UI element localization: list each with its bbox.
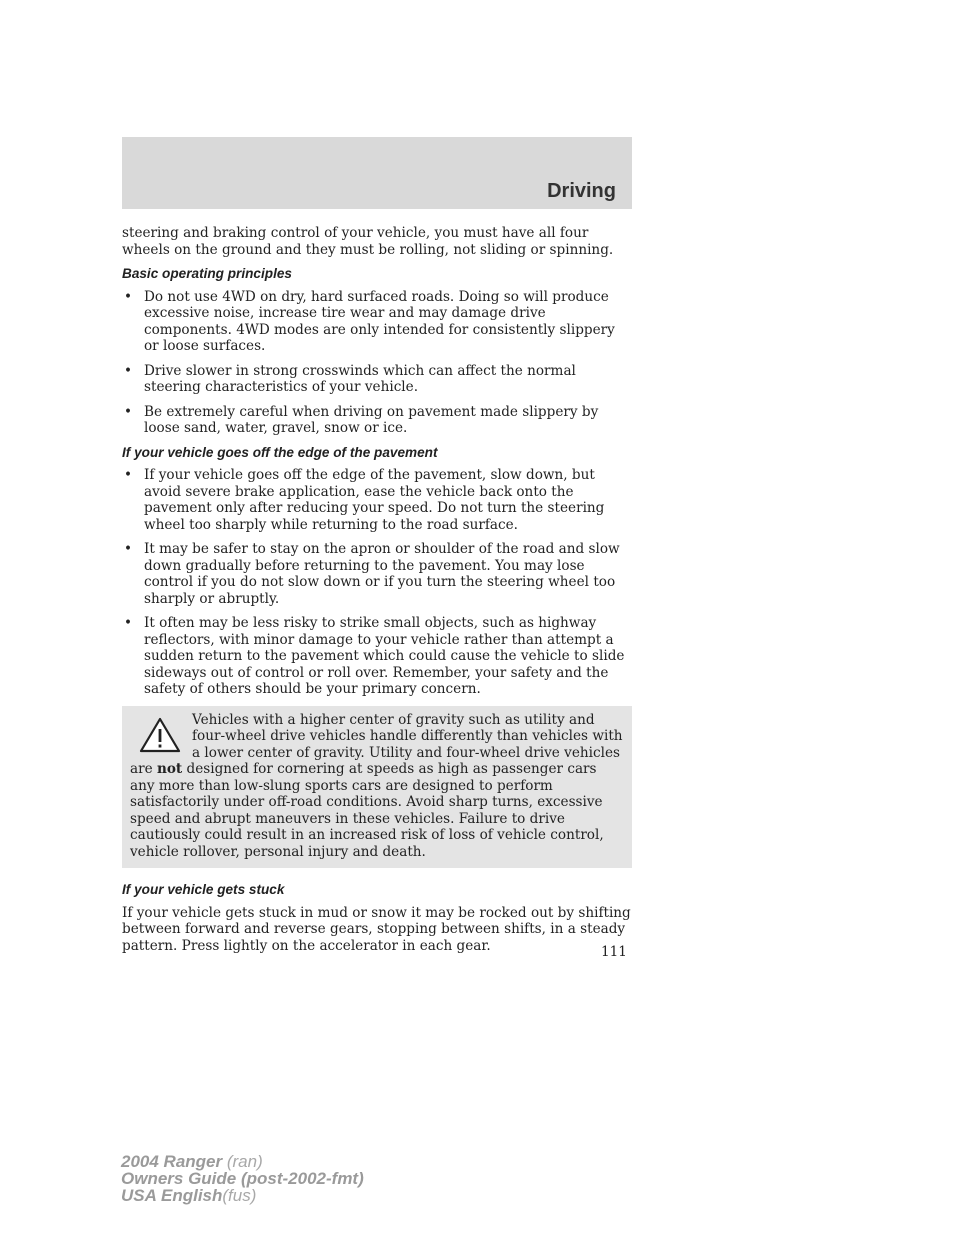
bullet-list-off-pavement <box>122 467 632 698</box>
warning-box <box>122 706 632 869</box>
bullet-list-basic-principles <box>122 289 632 437</box>
warning-emphasis: not <box>156 761 183 777</box>
header-band <box>122 137 632 209</box>
list-item: • Be extremely careful when driving on pavement made slippery by loose sand, water, gravel, snow or ice. <box>124 403 599 436</box>
page-number: 111 <box>601 944 627 960</box>
section-heading-off-pavement: If your vehicle goes off the edge of the pavement <box>122 444 438 460</box>
warning-text: Vehicles with a higher center of gravity such as utility and four-wheel drive vehicles handle differently than vehicles with a lower center of gravity. Utility and four-wheel drive vehicles are not designed for cornering at speeds as high as passenger cars any more than low-slung sports cars are designed to perform satisfactorily under off-road conditions. Avoid sharp turns, excessive speed and abrupt maneuvers in these vehicles. Failure to drive cautiously could result in an increased risk of loss of vehicle control, vehicle rollover, personal injury and death. <box>130 711 623 860</box>
intro-paragraph: steering and braking control of your vehicle, you must have all four wheels on the ground and they must be rolling, not sliding or spinning. <box>122 225 614 258</box>
list-item: • Drive slower in strong crosswinds which can affect the normal steering characteristics of your vehicle. <box>124 362 576 395</box>
list-item: • It may be safer to stay on the apron or shoulder of the road and slow down gradually before returning to the pavement. You may lose control if you do not slow down or if you turn the steering wheel too sharply or abruptly. <box>124 541 620 607</box>
page-title: Driving <box>547 180 616 202</box>
list-item: • If your vehicle goes off the edge of the pavement, slow down, but avoid severe brake application, ease the vehicle back onto the pavement only after reducing your speed. Do not turn the steering wheel too sharply while returning to the road surface. <box>124 467 605 533</box>
footer-line-1: 2004 Ranger (ran) <box>121 1152 263 1171</box>
footer <box>121 1153 364 1204</box>
list-item: • It often may be less risky to strike small objects, such as highway reflectors, with minor damage to your vehicle rather than attempt a sudden return to the pavement which could cause the vehicle to slide sideways out of control or roll over. Remember, your safety and the safety of others should be your primary concern. <box>124 615 625 697</box>
footer-line-3: USA English(fus) <box>121 1186 257 1205</box>
warning-triangle-icon <box>138 716 182 754</box>
stuck-paragraph: If your vehicle gets stuck in mud or snow it may be rocked out by shifting between forward and reverse gears, stopping between shifts, in a steady pattern. Press lightly on the accelerator in each gear. <box>122 904 631 954</box>
list-item: • Do not use 4WD on dry, hard surfaced roads. Doing so will produce excessive noise, increase tire wear and may damage drive components. 4WD modes are only intended for consistently slippery or loose surfaces. <box>124 288 615 354</box>
section-heading-basic-principles: Basic operating principles <box>122 266 292 281</box>
footer-line-2: Owners Guide (post-2002-fmt) <box>121 1169 364 1188</box>
section-heading-stuck: If your vehicle gets stuck <box>122 882 285 897</box>
page-content <box>122 225 632 962</box>
